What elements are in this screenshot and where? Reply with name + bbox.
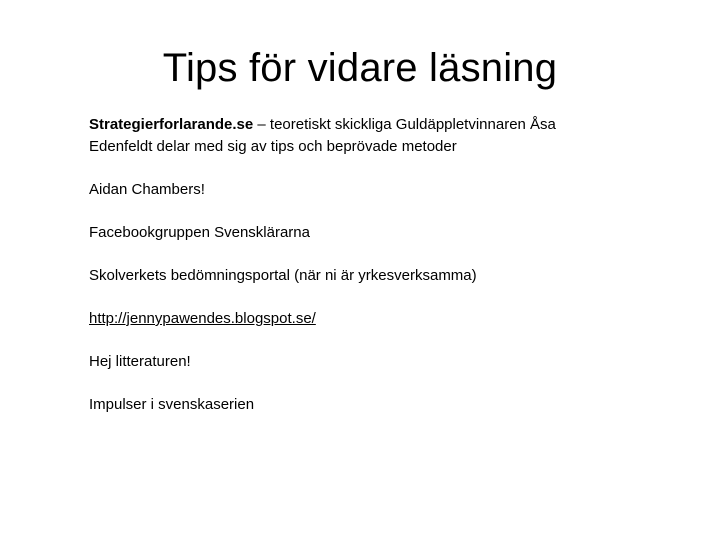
strategierforlarande-description: – teoretiskt skickliga Guldäppletvinnaren Åsa [253,116,556,133]
strategierforlarande-label: Strategierforlarande.se [89,116,254,133]
slide-title: Tips för vidare läsning [162,46,558,90]
list-item-strategierforlarande [89,114,629,158]
strategierforlarande-description-line2: Edenfeldt delar med sig av tips och beprövade metoder [89,138,457,155]
list-item-blog-link [89,308,629,330]
list-item-hej-litteraturen: Hej litteraturen! [89,353,191,370]
list-item-facebookgruppen: Facebookgruppen Svensklärarna [89,224,310,241]
list-item-aidan-chambers: Aidan Chambers! [89,181,205,198]
list-item-impulser: Impulser i svenskaserien [89,396,255,413]
list-item-skolverket: Skolverkets bedömningsportal (när ni är yrkesverksamma) [89,267,477,284]
blog-link[interactable]: http://jennypawendes.blogspot.se/ [89,310,316,327]
bullet-list [89,114,629,437]
